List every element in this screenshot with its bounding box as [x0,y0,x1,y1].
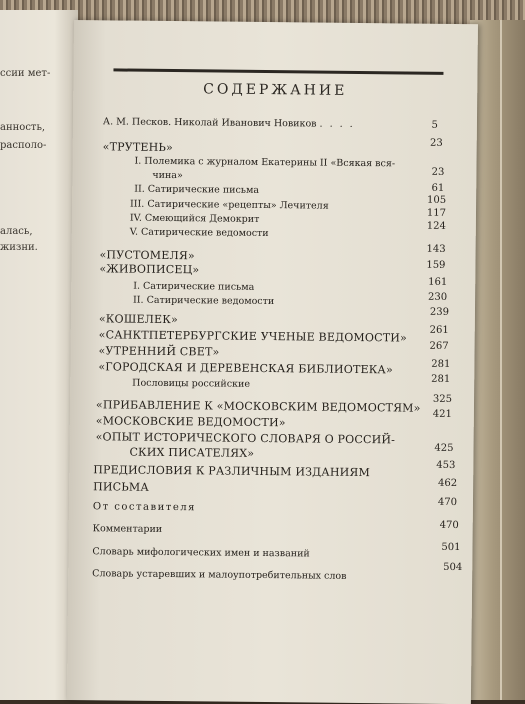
toc-entry-section: ПРЕДИСЛОВИЯ К РАЗЛИЧНЫМ ИЗДАНИЯМ [93,463,371,480]
toc-entry-subsection: IV. Смеющийся Демокрит [129,212,260,225]
toc-entry-section: «САНКТПЕТЕРБУРГСКИЕ УЧЕНЫЕ ВЕДОМОСТИ» [98,328,408,345]
toc-page-number: 501 [441,541,461,554]
toc-page-number: 267 [429,340,449,352]
toc-page-number: 5 [431,119,438,131]
book-cover-edge [470,20,525,700]
toc-page-number: 159 [426,259,446,271]
toc-entry-text: А. М. Песков. Николай Иванович Новиков [102,116,317,130]
toc-entry-section: «ГОРОДСКАЯ И ДЕРЕВЕНСКАЯ БИБЛИОТЕКА» [98,360,394,377]
toc-entry-subsection: чина» [152,169,183,182]
toc-page-number: 462 [438,477,458,490]
toc-page-number: 124 [426,220,446,232]
toc-entry-subsection: II. Сатирические ведомости [133,294,275,308]
toc-entry-backmatter: От составителя [92,501,196,514]
left-page-fragment: анность, [0,122,46,133]
toc-leader-dots: . . . . [319,118,355,130]
toc-entry-section: «ЖИВОПИСЕЦ» [99,262,200,277]
toc-entry-section: «УТРЕННИЙ СВЕТ» [98,344,220,359]
toc-entry-subsection: V. Сатирические ведомости [129,226,269,240]
toc-page-number: 239 [429,306,450,318]
toc-page-number: 425 [434,442,454,454]
toc-page-number: 230 [427,291,448,303]
toc-entry-backmatter: Комментарии [92,523,163,535]
toc-entry-backmatter: Словарь мифологических имен и названий [92,546,310,560]
left-page-fragment: ссии мет- [0,68,51,79]
toc-page-number: 470 [437,496,458,509]
table-of-contents-page [67,20,478,704]
toc-page-number: 261 [429,324,449,336]
toc-page-number: 470 [439,519,459,532]
toc-page-number: 143 [426,243,446,255]
toc-page-number: 23 [431,166,445,178]
toc-entry-section: «ТРУТЕНЬ» [102,140,174,155]
page-title: СОДЕРЖАНИЕ [203,81,348,99]
toc-page-number: 117 [426,207,447,219]
toc-page-number: 105 [426,194,447,206]
toc-entry-subsection: I. Полемика с журналом Екатерины II «Всякая вся- [134,155,396,170]
top-rule [113,68,443,74]
left-page-fragment: жизни. [0,242,38,253]
toc-page-number: 325 [432,393,453,405]
toc-entry-section: СКИХ ПИСАТЕЛЯХ» [129,445,255,460]
toc-page-number: 281 [431,373,451,385]
toc-entry-subsection: III. Сатирические «рецепты» Лечителя [130,198,329,212]
toc-page-number: 61 [431,182,445,194]
toc-entry-subsection: II. Сатирические письма [134,183,260,196]
toc-page-number: 504 [443,561,463,574]
toc-entry-backmatter: Словарь устаревших и малоупотребительных слов [92,568,347,582]
toc-entry-subsection: Пословицы российские [132,377,251,390]
toc-page-number: 23 [429,137,443,149]
left-page-fragment: располо- [0,140,47,151]
toc-entry-section: ПИСЬМА [93,480,149,494]
toc-page-number: 453 [436,459,456,472]
toc-page-number: 281 [431,358,451,370]
left-page [0,10,78,700]
toc-entry-section: «ПУСТОМЕЛЯ» [99,248,195,263]
toc-entry-subsection: I. Сатирические письма [133,280,255,293]
toc-entry-author [103,116,355,130]
toc-entry-section: «КОШЕЛЕК» [98,312,179,327]
toc-page-number: 421 [432,408,452,420]
toc-page-number: 161 [428,276,448,288]
toc-entry-section: «ОПЫТ ИСТОРИЧЕСКОГО СЛОВАРЯ О РОССИЙ- [95,430,396,447]
toc-entry-section: «МОСКОВСКИЕ ВЕДОМОСТИ» [95,414,286,430]
left-page-fragment: алась, [0,226,33,237]
toc-entry-section: «ПРИБАВЛЕНИЕ К «МОСКОВСКИМ ВЕДОМОСТЯМ» [95,398,421,415]
